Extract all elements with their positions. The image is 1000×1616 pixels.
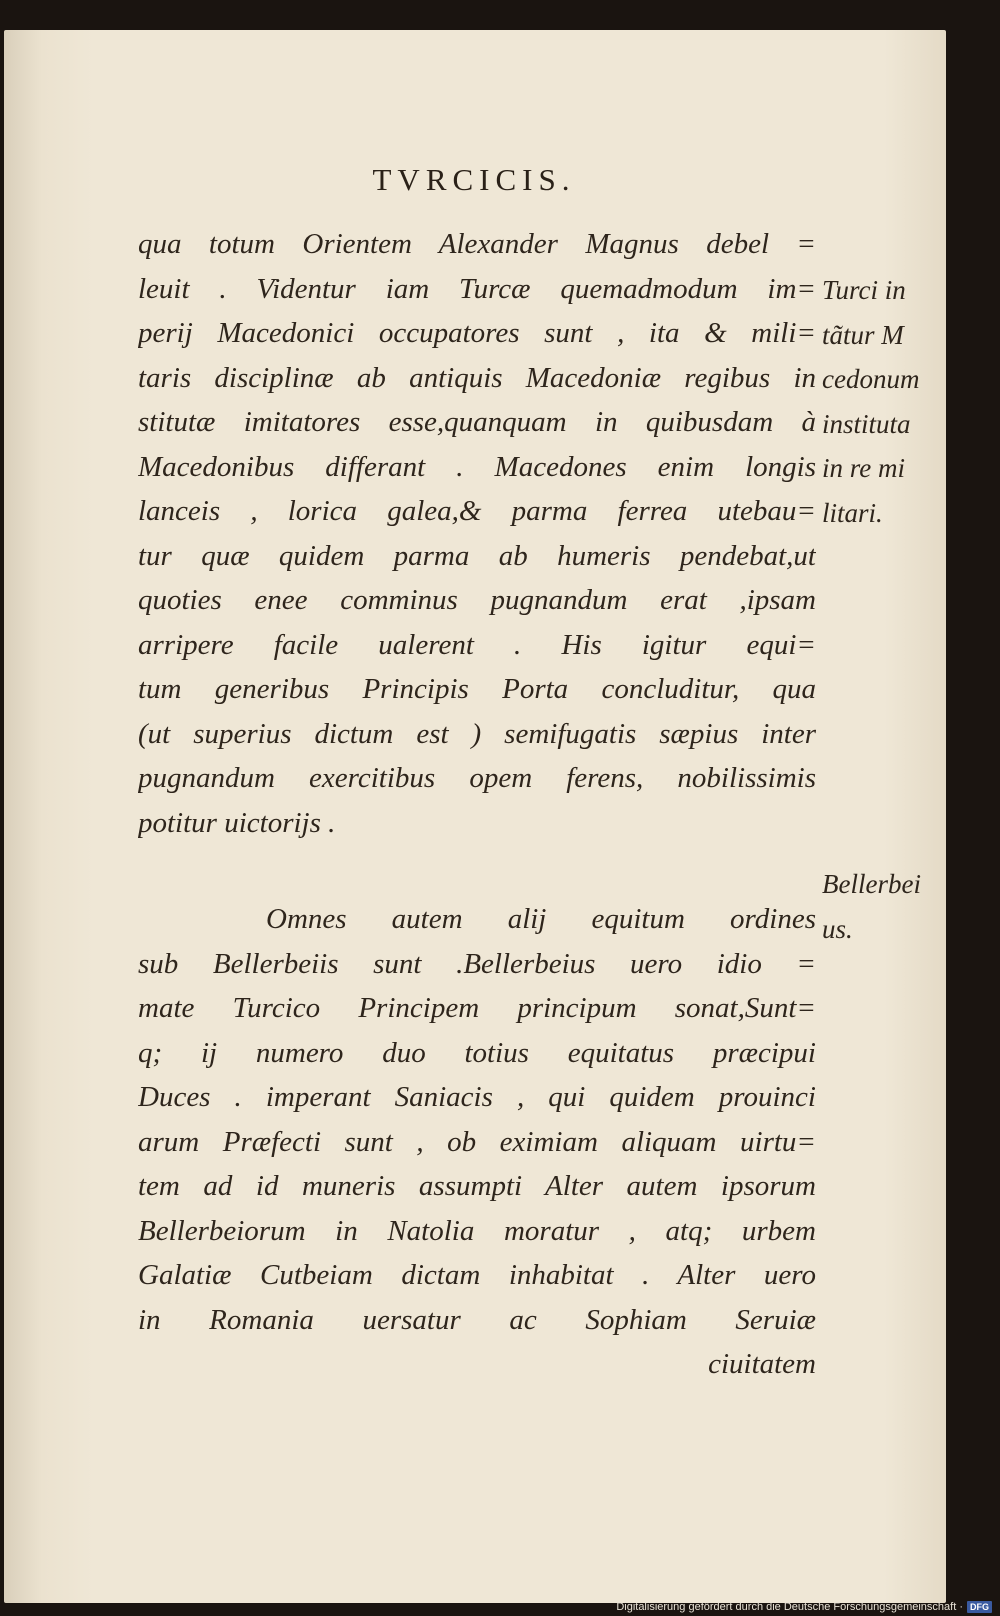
- credit-text: Digitalisierung gefördert durch die Deutsche Forschungsgemeinschaft ·: [616, 1601, 963, 1613]
- text-line: arum Præfecti sunt , ob eximiam aliquam uirtu=: [138, 1125, 816, 1158]
- dfg-logo: DFG: [967, 1601, 992, 1613]
- digitization-credit: [616, 1600, 992, 1614]
- running-head: TVRCICIS.: [372, 162, 576, 197]
- margin-line: us.: [822, 913, 853, 944]
- text-line: perij Macedonici occupatores sunt , ita & mili=: [138, 317, 816, 349]
- text-line: Omnes autem alij equitum ordines: [266, 903, 816, 935]
- text-line: tur quæ quidem parma ab humeris pendebat,ut: [138, 539, 816, 572]
- text-line: mate Turcico Principem principum sonat,Sunt=: [138, 992, 816, 1024]
- text-line: in Romania uersatur ac Sophiam Seruiæ: [138, 1303, 816, 1336]
- text-line: lanceis , lorica galea,& parma ferrea utebau=: [138, 495, 816, 527]
- book-page: [4, 30, 946, 1603]
- text-line: sub Bellerbeiis sunt .Bellerbeius uero idio =: [138, 947, 816, 980]
- margin-line: tãtur M: [822, 319, 904, 350]
- margin-line: instituta: [822, 408, 911, 439]
- margin-line: cedonum: [822, 364, 920, 394]
- text-line: Bellerbeiorum in Natolia moratur , atq; urbem: [138, 1214, 816, 1247]
- text-line: taris disciplinæ ab antiquis Macedoniæ regibus in: [138, 361, 816, 394]
- text-line: q; ij numero duo totius equitatus præcipui: [138, 1036, 816, 1069]
- marginal-note-bellerbeius: [822, 862, 950, 951]
- text-line: stitutæ imitatores esse,quanquam in quibusdam à: [138, 406, 816, 438]
- text-line: Macedonibus differant . Macedones enim longis: [138, 450, 816, 483]
- text-line: tem ad id muneris assumpti Alter autem ipsorum: [138, 1170, 816, 1202]
- text-line: Duces . imperant Saniacis , qui quidem prouinci: [138, 1081, 816, 1113]
- margin-line: Bellerbei: [822, 869, 921, 899]
- text-line: quoties enee comminus pugnandum erat ,ipsam: [138, 584, 816, 616]
- text-line: arripere facile ualerent . His igitur equi=: [138, 628, 816, 661]
- margin-line: in re mi: [822, 453, 905, 483]
- text-line: potitur uictorijs .: [138, 806, 336, 839]
- text-line: leuit . Videntur iam Turcæ quemadmodum im=: [138, 272, 816, 305]
- text-line: pugnandum exercitibus opem ferens, nobilissimis: [138, 762, 816, 794]
- text-line: qua totum Orientem Alexander Magnus debel =: [138, 228, 816, 260]
- text-line: Galatiæ Cutbeiam dictam inhabitat . Alter uero: [138, 1259, 816, 1291]
- main-text-block: [138, 222, 816, 1387]
- catchword: ciuitatem: [708, 1348, 816, 1380]
- text-line: (ut superius dictum est ) semifugatis sæpius inter: [138, 717, 816, 750]
- marginal-note-macedonian-institution: [822, 268, 950, 535]
- margin-line: Turci in: [822, 275, 906, 305]
- text-line: tum generibus Principis Porta concluditur, qua: [138, 673, 816, 705]
- margin-line: litari.: [822, 497, 883, 528]
- paragraph-spacer: [138, 845, 816, 897]
- paragraph-1: [138, 222, 816, 845]
- paragraph-2: [138, 897, 816, 1387]
